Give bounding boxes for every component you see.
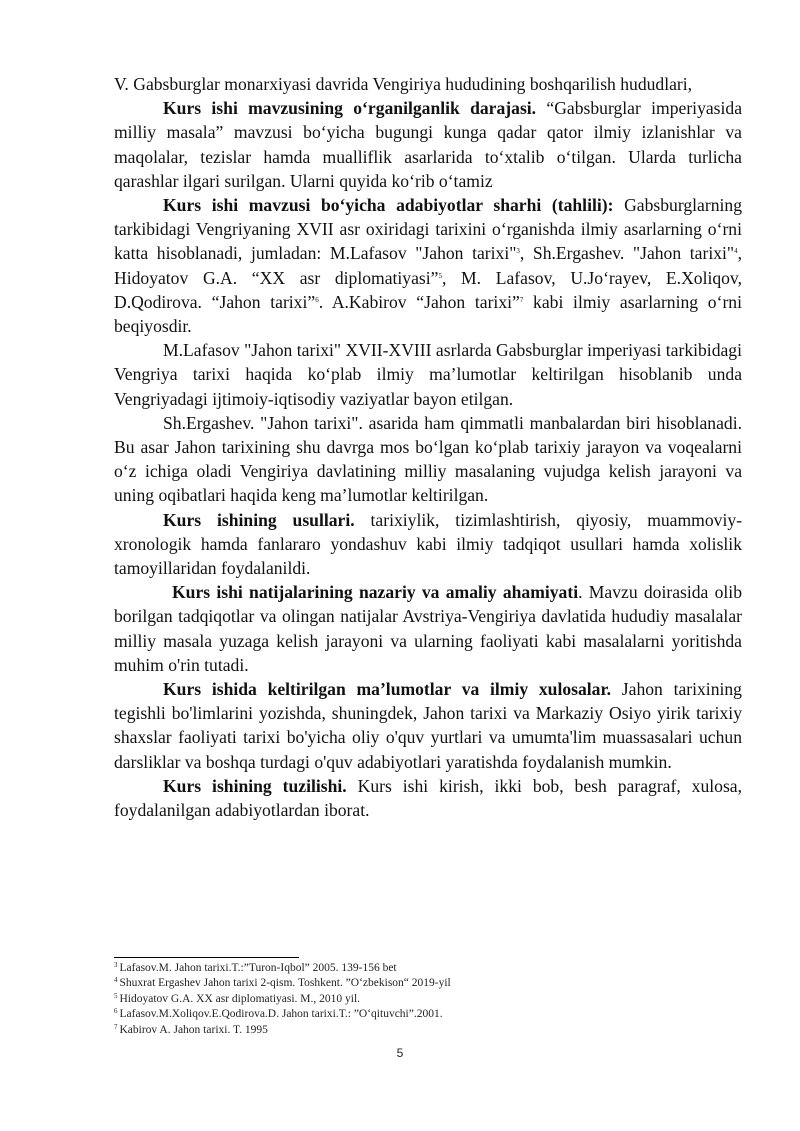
section-heading: Kurs ishi mavzusi bo‘yicha adabiyotlar sharhi (tahlili): [163,195,614,216]
paragraph-significance [114,580,742,677]
page-number: 5 [396,1046,404,1060]
footnotes [114,961,742,1038]
paragraph-methods [114,508,742,581]
footnote-item [114,1023,742,1038]
footnote-text: Lafasov.M.Xoliqov.E.Qodirova.D. Jahon tarixi.T.: ”O‘qituvchi”.2001. [119,1008,443,1021]
footnote-separator [114,957,299,958]
footnote-ref[interactable]: 4 [734,247,738,256]
paragraph-text: . A.Kabirov “Jahon tarixi” [318,291,520,312]
paragraph-text: , Sh.Ergashev. "Jahon tarixi" [519,243,735,264]
section-heading: Kurs ishining tuzilishi. [163,775,347,796]
footnote-number: 3 [114,961,118,969]
section-heading: Kurs ishi natijalarining nazariy va amaliy ahamiyati [172,582,579,603]
footnote-ref[interactable]: 6 [315,295,319,304]
footnote-text: Shuxrat Ergashev Jahon tarixi 2-qism. Toshkent. ”O‘zbekison“ 2019-yil [119,977,451,990]
footnote-item [114,961,742,976]
footnote-text: Lafasov.M. Jahon tarixi.T.:”Turon-Iqbol” 2005. 139-156 bet [119,962,397,974]
paragraph-lafasov [114,338,742,411]
paragraph-structure [114,774,742,822]
footnote-item [114,1007,742,1022]
paragraph-text: , M. Lafasov, U.Jo‘rayev, E.Xoliqov, D.Qodirova. “Jahon tarixi” [114,267,742,312]
paragraph-conclusions [114,677,742,774]
paragraph-text: Gabsburglarning tarkibidagi Vengriyaning XVII asr oxiridagi tarixini o‘rganishda ilmiy asarlarning o‘rni katta hisoblanadi, jumladan: M.Lafasov "Jahon tarixi" [114,195,742,264]
paragraph-text: Jahon tarixining tegishli bo'limlarini yozishda, shuningdek, Jahon tarixi va Markaziy Osiyo yirik tarixiy shaxslar faoliyati tarixi bo'yicha oliy o'quv yurtlari va umumta'lim muassasalari uchun darsliklar va boshqa turdagi o'quv adabiyotlari yaratishda foydalanish mumkin. [114,679,742,772]
footnote-ref[interactable]: 7 [519,295,524,304]
footnote-ref[interactable]: 5 [438,271,442,280]
paragraph-research-degree [114,96,742,193]
footnote-number: 6 [114,1007,118,1016]
paragraph-plan-item [114,72,742,96]
section-heading: Kurs ishida keltirilgan ma’lumotlar va ilmiy xulosalar. [163,679,612,700]
paragraph-text: M.Lafasov "Jahon tarixi" XVII-XVIII asrlarda Gabsburglar imperiyasi tarkibidagi Vengriya tarixi haqida ko‘plab ilmiy ma’lumotlar keltirilgan hisoblanib unda Vengriyadagi ijtimoiy-iqtisodiy vaziyatlar bayon etilgan. [114,340,742,409]
paragraph-text: , Hidoyatov G.A. “XX asr diplomatiyasi” [114,243,742,288]
section-heading: Kurs ishi mavzusining o‘rganilganlik darajasi. [163,98,537,119]
footnote-number: 7 [114,1022,118,1031]
paragraph-text: “Gabsburglar imperiyasida milliy masala” mavzusi bo‘yicha bugungi kunga qadar qator ilmiy izlanishlar va maqolalar, tezislar hamda mualliflik asarlarida to‘xtalib o‘tilgan. Ularda turlicha qarashlar ilgari surilgan. Ularni quyida ko‘rib o‘tamiz [114,98,743,191]
footnote-ref[interactable]: 3 [516,247,520,256]
section-heading: Kurs ishining usullari. [163,509,355,530]
paragraph-text: tarixiylik, tizimlashtirish, qiyosiy, muammoviy-xronologik hamda fanlararo yondashuv kabi ilmiy tadqiqot usullari hamda xolislik tamoyillaridan foydalanildi. [114,509,742,579]
footnote-item [114,992,742,1007]
document-body [114,72,742,822]
paragraph-ergashev [114,411,742,508]
footnote-text: Kabirov A. Jahon tarixi. T. 1995 [119,1023,268,1036]
footnote-number: 4 [114,976,118,985]
paragraph-text: . Mavzu doirasida olib borilgan tadqiqotlar va olingan natijalar Avstriya-Vengiriya davlatida hududiy masalalar milliy masala yuzaga kelish jarayoni va ularning faoliyati kabi masalalarni yoritishda muhim o'rin tutadi. [114,582,742,675]
plan-item-text: V. Gabsburglar monarxiyasi davrida Vengiriya hududining boshqarilish hududlari, [114,74,693,94]
paragraph-text: kabi ilmiy asarlarning o‘rni beqiyosdir. [114,291,742,337]
paragraph-literature-review [114,193,742,338]
paragraph-text: Sh.Ergashev. "Jahon tarixi". asarida ham qimmatli manbalardan biri hisoblanadi. Bu asar Jahon tarixining shu davrga mos bo‘lgan ko‘plab tarixiy jarayon va voqealarni o‘z ichiga oladi Vengiriya davlatining milliy masalaning vujudga kelish jarayoni va uning oqibatlari haqida keng ma’lumotlar keltirilgan. [114,412,742,506]
footnote-text: Hidoyatov G.A. XX asr diplomatiyasi. M., 2010 yil. [119,992,361,1005]
paragraph-text: Kurs ishi kirish, ikki bob, besh paragraf, xulosa, foydalanilgan adabiyotlardan iborat. [114,775,743,821]
footnote-item [114,976,742,991]
footnote-number: 5 [114,991,118,1000]
